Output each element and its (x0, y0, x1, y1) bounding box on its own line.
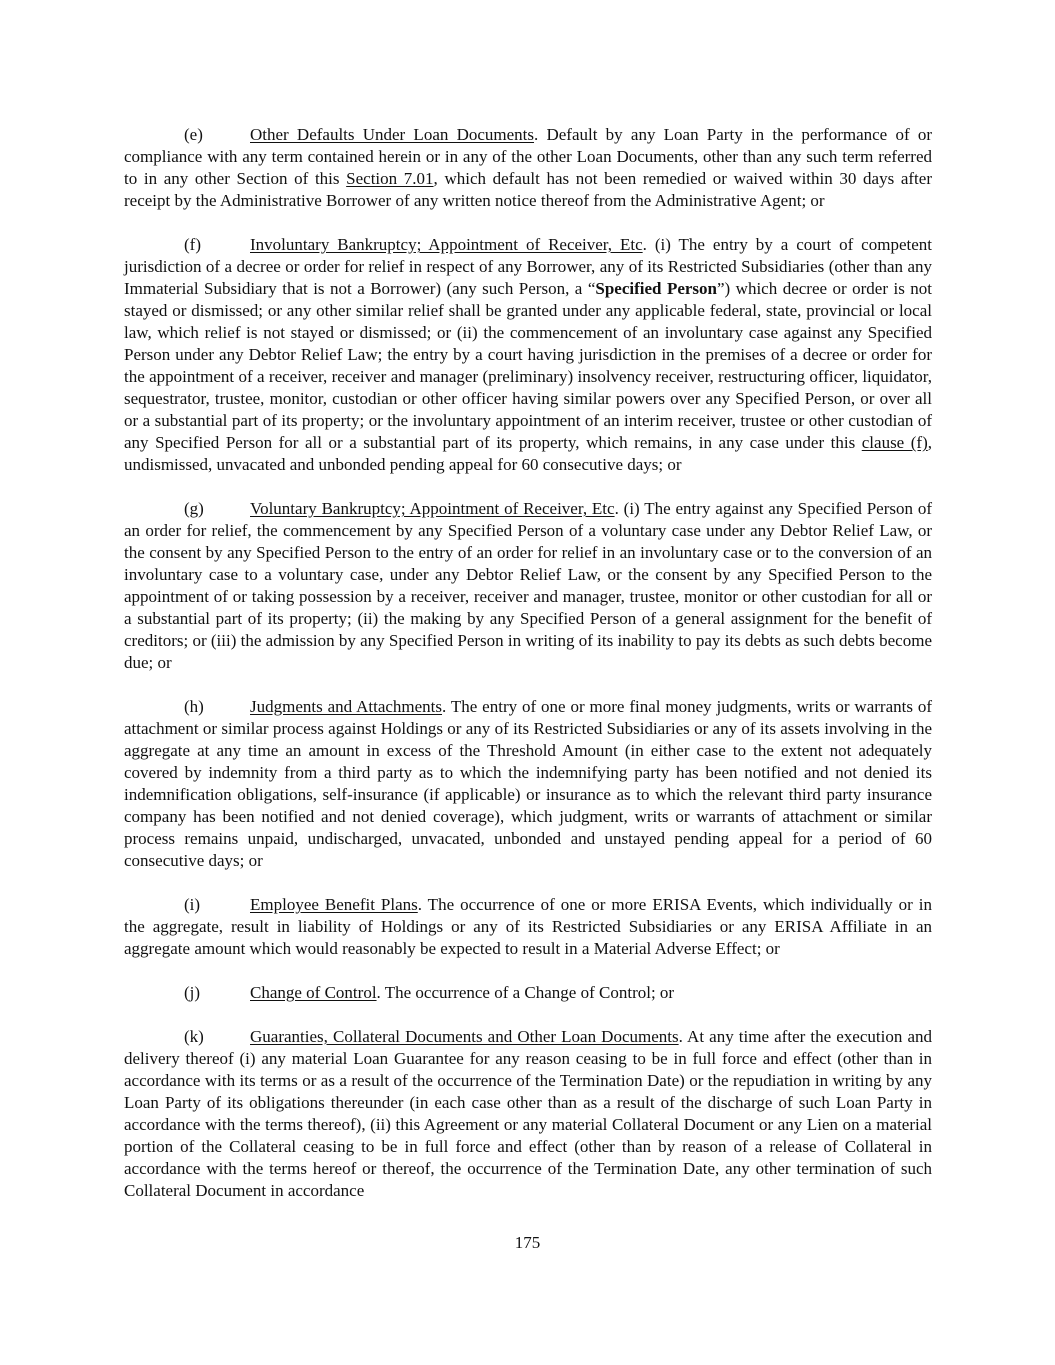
paragraph-heading: Employee Benefit Plans (250, 895, 418, 914)
paragraph-label: (k) (184, 1027, 204, 1046)
paragraph-heading: Judgments and Attachments (250, 697, 443, 716)
paragraph-text: . (i) The entry by a court of competent jurisdiction of a decree or order for relief in respect of any Borrower, any of its Restricted Subsidiaries (other than any Immaterial Subsidiary that is not a Borrower) (any such Person, a “ (124, 235, 932, 298)
paragraph-g (124, 498, 932, 674)
paragraph-text: , which default has not been remedied or waived within 30 days after receipt by the Administrative Borrower of any written notice thereof from the Administrative Agent; or (124, 169, 932, 210)
paragraph-h (124, 696, 932, 872)
clause-reference: clause (f) (861, 433, 928, 452)
paragraph-text: , undismissed, unvacated and unbonded pending appeal for 60 consecutive days; or (124, 433, 932, 474)
paragraph-e (124, 124, 932, 212)
paragraph-heading: Guaranties, Collateral Documents and Other Loan Documents (250, 1027, 679, 1046)
paragraph-text: . The occurrence of one or more ERISA Events, which individually or in the aggregate, result in liability of Holdings or any of its Restricted Subsidiaries or any ERISA Affiliate in an aggregate amount which would reasonably be expected to result in a Material Adverse Effect; or (124, 895, 932, 958)
document-body (124, 124, 932, 1202)
paragraph-text: . Default by any Loan Party in the performance of or compliance with any term contained herein or in any of the other Loan Documents, other than any such term referred to in any other Section of this (124, 125, 932, 188)
paragraph-text: ”) which decree or order is not stayed or dismissed; or any other similar relief shall be granted under any applicable federal, state, provincial or local law, which relief is not stayed or dismissed; or (ii) the commencement of an involuntary case against any Specified Person under any Debtor Relief Law; the entry by a court having jurisdiction in the premises of a decree or order for the appointment of a receiver, receiver and manager (preliminary) insolvency receiver, restructuring officer, liquidator, sequestrator, trustee, monitor, custodian or other officer having similar powers over any Specified Person, or over all or a substantial part of its property; or the involuntary appointment of an interim receiver, trustee or other custodian of any Specified Person for all or a substantial part of its property, which remains, in any case under this (124, 279, 933, 452)
paragraph-text: . At any time after the execution and delivery thereof (i) any material Loan Guarantee for any reason ceasing to be in full force and effect (other than in accordance with its terms or as a result of the occurrence of the Termination Date) or the repudiation in writing by any Loan Party of its obligations thereunder (in each case other than as a result of the discharge of such Loan Party in accordance with the terms thereof), (ii) this Agreement or any material Collateral Document or any Lien on a material portion of the Collateral ceasing to be in full force and effect (other than by reason of a release of Collateral in accordance with the terms hereof or thereof, the occurrence of the Termination Date, any other termination of such Collateral Document in accordance (124, 1027, 932, 1200)
paragraph-label: (e) (184, 125, 203, 144)
paragraph-text: . The occurrence of a Change of Control; or (376, 983, 675, 1002)
paragraph-label: (f) (184, 235, 201, 254)
page-number: 175 (514, 1233, 541, 1252)
defined-term: Specified Person (595, 279, 717, 298)
paragraph-heading: Other Defaults Under Loan Documents (250, 125, 535, 144)
paragraph-heading: Change of Control (250, 983, 377, 1002)
section-reference: Section 7.01 (346, 169, 434, 188)
paragraph-f (124, 234, 932, 476)
paragraph-i (124, 894, 932, 960)
paragraph-label: (j) (184, 983, 201, 1002)
paragraph-k (124, 1026, 932, 1202)
paragraph-text: . (i) The entry against any Specified Person of an order for relief, the commencement by any Specified Person of a voluntary case under any Debtor Relief Law, or the consent by any Specified Person to the entry of an order for relief in an involuntary case or to the conversion of an involuntary case to a voluntary case, under any Debtor Relief Law, or the consent by any Specified Person to the appointment of or taking possession by a receiver, receiver and manager, trustee, monitor or other custodian for all or a substantial part of its property; (ii) the making by any Specified Person of a general assignment for the benefit of creditors; or (iii) the admission by any Specified Person in writing of its inability to pay its debts as such debts become due; or (124, 499, 932, 672)
paragraph-heading: Voluntary Bankruptcy; Appointment of Receiver, Etc (250, 499, 615, 518)
paragraph-label: (g) (184, 499, 204, 518)
paragraph-text: . The entry of one or more final money judgments, writs or warrants of attachment or similar process against Holdings or any of its Restricted Subsidiaries or any of its assets involving in the aggregate at any time an amount in excess of the Threshold Amount (in either case to the extent not adequately covered by indemnity from a third party as to which the indemnifying party has been notified and not denied its indemnification obligations, self-insurance (if applicable) or insurance as to which the relevant third party insurance company has been notified and not denied coverage), which judgment, writs or warrants of attachment or similar process remains unpaid, undischarged, unvacated, unbonded and unstayed pending appeal for a period of 60 consecutive days; or (124, 697, 932, 870)
paragraph-heading: Involuntary Bankruptcy; Appointment of Receiver, Etc (250, 235, 643, 254)
paragraph-j (124, 982, 932, 1004)
paragraph-label: (h) (184, 697, 204, 716)
paragraph-label: (i) (184, 895, 201, 914)
